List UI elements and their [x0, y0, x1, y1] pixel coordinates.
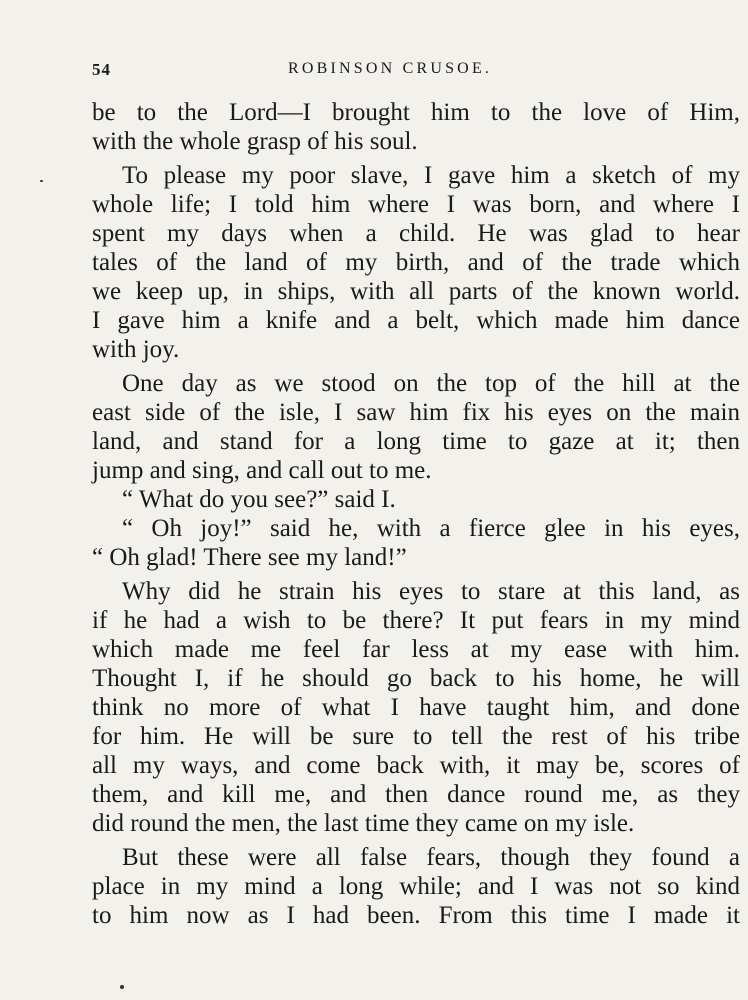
text-line: Why did he strain his eyes to stare at this land, as	[122, 578, 740, 605]
paragraph	[92, 98, 740, 156]
paragraph	[92, 485, 740, 514]
paragraph	[92, 369, 740, 485]
paragraph	[92, 514, 740, 572]
text-line: with the whole grasp of his soul.	[92, 128, 418, 155]
text-line: we keep up, in ships, with all parts of the known world.	[92, 278, 740, 305]
ink-speck	[120, 985, 124, 989]
text-line: land, and stand for a long time to gaze at it; then	[92, 428, 740, 455]
paragraph	[92, 843, 740, 930]
body-text	[92, 98, 740, 930]
text-line: One day as we stood on the top of the hill at the	[122, 370, 740, 397]
text-line: place in my mind a long while; and I was not so kind	[92, 873, 740, 900]
text-line: whole life; I told him where I was born, and where I	[92, 191, 740, 218]
page-number: 54	[92, 60, 111, 79]
text-line: To please my poor slave, I gave him a sketch of my	[122, 162, 740, 189]
text-line: if he had a wish to be there? It put fears in my mind	[92, 607, 740, 634]
text-line: spent my days when a child. He was glad to hear	[92, 220, 740, 247]
text-line: for him. He will be sure to tell the rest of his tribe	[92, 723, 740, 750]
paragraph	[92, 577, 740, 838]
text-line: all my ways, and come back with, it may be, scores of	[92, 752, 740, 779]
text-line: them, and kill me, and then dance round me, as they	[92, 781, 740, 808]
text-line: Thought I, if he should go back to his home, he will	[92, 665, 740, 692]
text-line: with joy.	[92, 336, 180, 363]
paragraph	[92, 161, 740, 364]
text-line: I gave him a knife and a belt, which made him dance	[92, 307, 740, 334]
text-line: “ Oh glad! There see my land!”	[92, 544, 407, 571]
text-line: which made me feel far less at my ease with him.	[92, 636, 740, 663]
running-head	[92, 60, 742, 86]
text-line: “ Oh joy!” said he, with a fierce glee in his eyes,	[122, 515, 740, 542]
ink-speck	[40, 180, 43, 182]
running-title: ROBINSON CRUSOE.	[288, 60, 493, 77]
text-line: jump and sing, and call out to me.	[92, 457, 432, 484]
text-line: “ What do you see?” said I.	[122, 486, 396, 513]
text-line: did round the men, the last time they came on my isle.	[92, 810, 635, 837]
text-line: think no more of what I have taught him, and done	[92, 694, 740, 721]
text-line: But these were all false fears, though they found a	[122, 844, 740, 871]
text-line: east side of the isle, I saw him fix his eyes on the main	[92, 399, 740, 426]
text-line: be to the Lord—I brought him to the love of Him,	[92, 99, 740, 126]
text-line: to him now as I had been. From this time I made it	[92, 902, 740, 929]
text-line: tales of the land of my birth, and of the trade which	[92, 249, 740, 276]
